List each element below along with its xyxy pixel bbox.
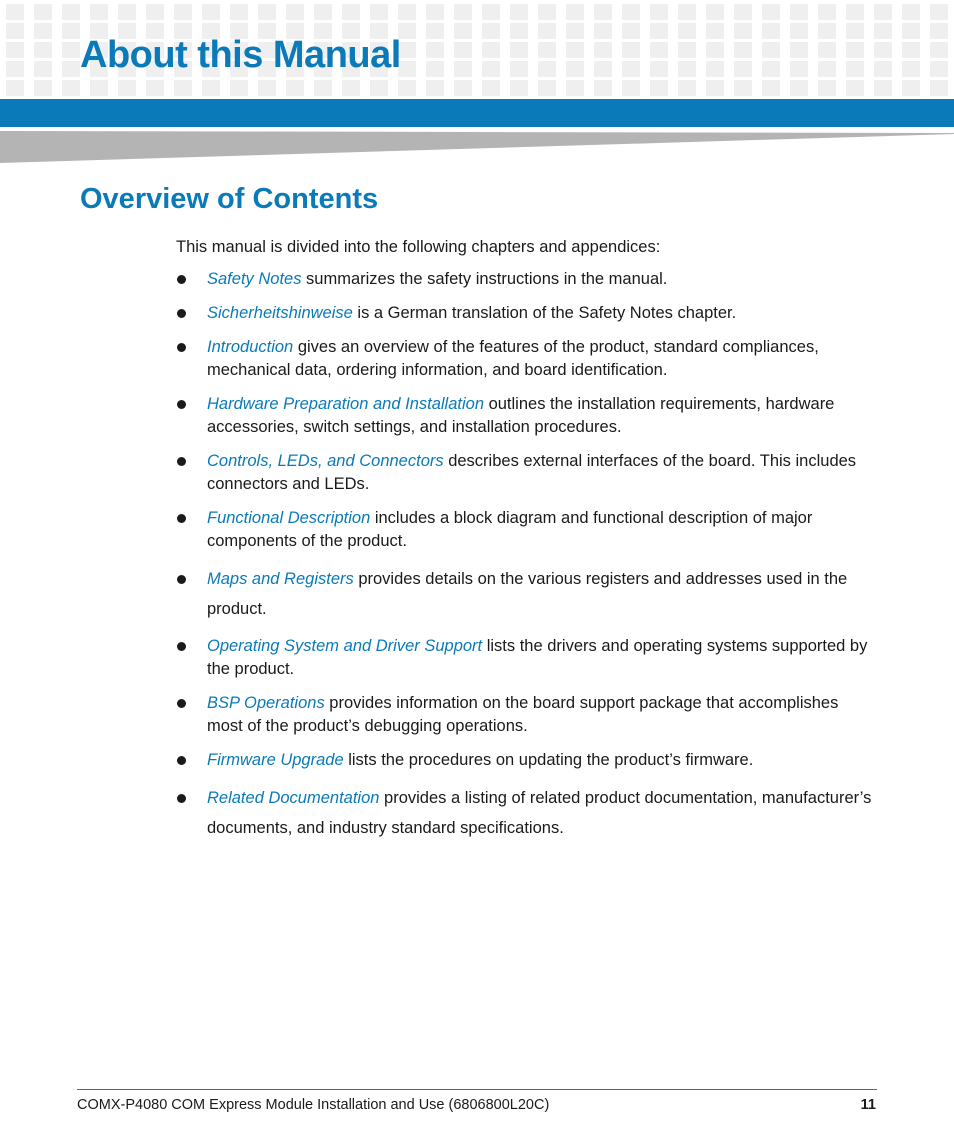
pattern-square — [846, 42, 864, 58]
pattern-square — [398, 4, 416, 20]
list-item-text: summarizes the safety instructions in the manual. — [301, 270, 668, 288]
pattern-square — [734, 4, 752, 20]
pattern-square — [650, 23, 668, 39]
link-firmware-upgrade[interactable]: Firmware Upgrade — [207, 751, 344, 769]
pattern-square — [62, 61, 80, 77]
pattern-square — [650, 61, 668, 77]
list-item — [176, 783, 876, 843]
pattern-square — [566, 42, 584, 58]
pattern-square — [538, 4, 556, 20]
pattern-square — [454, 42, 472, 58]
pattern-square — [762, 4, 780, 20]
footer-document-title: COMX-P4080 COM Express Module Installation and Use (6806800L20C) — [77, 1097, 550, 1113]
pattern-square — [650, 80, 668, 96]
pattern-square — [902, 80, 920, 96]
pattern-square — [734, 61, 752, 77]
link-functional-description[interactable]: Functional Description — [207, 509, 371, 527]
list-item-text: lists the procedures on updating the product’s firmware. — [343, 751, 754, 769]
list-item-text: provides details on the various registers and addresses used in the product. — [207, 570, 848, 618]
pattern-square — [706, 4, 724, 20]
pattern-square — [874, 61, 892, 77]
pattern-square — [706, 61, 724, 77]
bullet-icon — [177, 575, 186, 584]
footer-rule — [77, 1089, 877, 1090]
pattern-square — [650, 4, 668, 20]
pattern-square — [762, 42, 780, 58]
list-item — [176, 749, 876, 772]
pattern-square — [370, 80, 388, 96]
pattern-square — [230, 4, 248, 20]
pattern-square — [930, 4, 948, 20]
pattern-square — [762, 80, 780, 96]
pattern-square — [90, 4, 108, 20]
pattern-square — [426, 80, 444, 96]
pattern-square — [34, 61, 52, 77]
pattern-square — [62, 23, 80, 39]
list-item-text: provides information on the board support package that accomplishes most of the product’s debugging operations. — [207, 694, 839, 735]
pattern-square — [706, 23, 724, 39]
intro-paragraph: This manual is divided into the following chapters and appendices: — [176, 238, 661, 256]
pattern-square — [678, 23, 696, 39]
list-item-text: lists the drivers and operating systems supported by the product. — [207, 637, 868, 678]
pattern-square — [566, 4, 584, 20]
pattern-square — [790, 23, 808, 39]
pattern-square — [846, 61, 864, 77]
header-blue-band — [0, 99, 954, 127]
pattern-square — [874, 23, 892, 39]
list-item — [176, 268, 876, 291]
list-item — [176, 507, 876, 553]
pattern-square — [62, 80, 80, 96]
header-gray-wedge — [0, 131, 954, 163]
bullet-icon — [177, 309, 186, 318]
section-title: Overview of Contents — [80, 183, 379, 215]
bullet-icon — [177, 275, 186, 284]
pattern-square — [734, 42, 752, 58]
pattern-square — [902, 42, 920, 58]
pattern-square — [846, 23, 864, 39]
pattern-square — [510, 80, 528, 96]
pattern-square — [62, 42, 80, 58]
pattern-square — [790, 61, 808, 77]
link-introduction[interactable]: Introduction — [207, 338, 294, 356]
pattern-square — [594, 61, 612, 77]
pattern-square — [902, 4, 920, 20]
list-item-text: gives an overview of the features of the product, standard compliances, mechanical data, ordering information, and board identification. — [207, 338, 819, 379]
pattern-square — [510, 61, 528, 77]
link-operating-system-driver-support[interactable]: Operating System and Driver Support — [207, 637, 483, 655]
pattern-square — [146, 80, 164, 96]
pattern-square — [930, 23, 948, 39]
pattern-square — [482, 80, 500, 96]
pattern-square — [538, 42, 556, 58]
pattern-square — [258, 80, 276, 96]
pattern-square — [650, 42, 668, 58]
pattern-square — [538, 80, 556, 96]
pattern-square — [482, 23, 500, 39]
list-item — [176, 635, 876, 681]
list-item-text: is a German translation of the Safety Notes chapter. — [352, 304, 737, 322]
pattern-square — [846, 80, 864, 96]
bullet-icon — [177, 457, 186, 466]
pattern-square — [510, 23, 528, 39]
pattern-square — [118, 4, 136, 20]
pattern-square — [790, 4, 808, 20]
link-safety-notes[interactable]: Safety Notes — [207, 270, 302, 288]
pattern-square — [202, 80, 220, 96]
pattern-square — [594, 42, 612, 58]
pattern-square — [454, 80, 472, 96]
pattern-square — [566, 61, 584, 77]
pattern-square — [454, 61, 472, 77]
pattern-square — [6, 61, 24, 77]
pattern-square — [426, 4, 444, 20]
pattern-square — [818, 61, 836, 77]
list-item — [176, 692, 876, 738]
pattern-square — [426, 42, 444, 58]
pattern-square — [454, 23, 472, 39]
pattern-square — [594, 4, 612, 20]
pattern-square — [34, 23, 52, 39]
list-item — [176, 336, 876, 382]
pattern-square — [706, 80, 724, 96]
list-item-text: describes external interfaces of the board. This includes connectors and LEDs. — [207, 452, 857, 493]
pattern-square — [622, 80, 640, 96]
pattern-square — [258, 4, 276, 20]
bullet-icon — [177, 642, 186, 651]
link-controls-leds-connectors[interactable]: Controls, LEDs, and Connectors — [207, 452, 444, 470]
bullet-icon — [177, 794, 186, 803]
pattern-square — [314, 4, 332, 20]
pattern-square — [34, 4, 52, 20]
link-sicherheitshinweise[interactable]: Sicherheitshinweise — [207, 304, 353, 322]
pattern-square — [818, 42, 836, 58]
pattern-square — [594, 23, 612, 39]
list-item-text: provides a listing of related product documentation, manufacturer’s documents, and industry standard specifications. — [207, 789, 872, 837]
list-item-text: includes a block diagram and functional description of major components of the product. — [207, 509, 813, 550]
pattern-square — [622, 61, 640, 77]
pattern-square — [174, 80, 192, 96]
pattern-square — [566, 23, 584, 39]
list-item-text: outlines the installation requirements, hardware accessories, switch settings, and installation procedures. — [207, 395, 835, 436]
pattern-square — [734, 23, 752, 39]
pattern-square — [6, 23, 24, 39]
pattern-square — [762, 61, 780, 77]
pattern-square — [230, 80, 248, 96]
pattern-square — [286, 80, 304, 96]
list-item — [176, 302, 876, 325]
pattern-square — [678, 80, 696, 96]
pattern-square — [874, 80, 892, 96]
pattern-square — [594, 80, 612, 96]
bullet-icon — [177, 699, 186, 708]
pattern-square — [482, 42, 500, 58]
pattern-square — [398, 80, 416, 96]
pattern-square — [678, 4, 696, 20]
pattern-square — [482, 4, 500, 20]
pattern-square — [426, 61, 444, 77]
pattern-square — [454, 4, 472, 20]
pattern-square — [510, 4, 528, 20]
pattern-square — [34, 42, 52, 58]
pattern-square — [286, 4, 304, 20]
contents-list — [176, 268, 876, 843]
pattern-square — [482, 61, 500, 77]
pattern-square — [678, 42, 696, 58]
pattern-square — [538, 61, 556, 77]
pattern-square — [342, 4, 360, 20]
list-item — [176, 564, 876, 624]
pattern-square — [762, 23, 780, 39]
pattern-square — [874, 42, 892, 58]
link-related-documentation[interactable]: Related Documentation — [207, 789, 380, 807]
pattern-square — [90, 80, 108, 96]
pattern-square — [734, 80, 752, 96]
pattern-square — [622, 23, 640, 39]
pattern-square — [622, 4, 640, 20]
pattern-square — [174, 4, 192, 20]
pattern-square — [314, 80, 332, 96]
pattern-square — [818, 23, 836, 39]
pattern-square — [62, 4, 80, 20]
pattern-square — [902, 61, 920, 77]
chapter-title: About this Manual — [80, 34, 401, 76]
link-hardware-preparation[interactable]: Hardware Preparation and Installation — [207, 395, 484, 413]
pattern-square — [118, 80, 136, 96]
pattern-square — [6, 42, 24, 58]
pattern-square — [818, 4, 836, 20]
page-number: 11 — [860, 1097, 876, 1113]
link-bsp-operations[interactable]: BSP Operations — [207, 694, 325, 712]
pattern-square — [342, 80, 360, 96]
pattern-square — [622, 42, 640, 58]
pattern-square — [930, 61, 948, 77]
pattern-square — [426, 23, 444, 39]
list-item — [176, 450, 876, 496]
pattern-square — [566, 80, 584, 96]
bullet-icon — [177, 514, 186, 523]
pattern-square — [678, 61, 696, 77]
pattern-square — [930, 42, 948, 58]
list-item — [176, 393, 876, 439]
pattern-square — [790, 80, 808, 96]
bullet-icon — [177, 756, 186, 765]
link-maps-and-registers[interactable]: Maps and Registers — [207, 570, 354, 588]
pattern-square — [930, 80, 948, 96]
pattern-square — [874, 4, 892, 20]
pattern-square — [846, 4, 864, 20]
pattern-square — [146, 4, 164, 20]
pattern-square — [818, 80, 836, 96]
pattern-square — [706, 42, 724, 58]
pattern-square — [6, 4, 24, 20]
bullet-icon — [177, 343, 186, 352]
pattern-square — [34, 80, 52, 96]
pattern-square — [902, 23, 920, 39]
pattern-square — [510, 42, 528, 58]
pattern-square — [538, 23, 556, 39]
pattern-square — [790, 42, 808, 58]
pattern-square — [370, 4, 388, 20]
bullet-icon — [177, 400, 186, 409]
pattern-square — [6, 80, 24, 96]
pattern-square — [202, 4, 220, 20]
